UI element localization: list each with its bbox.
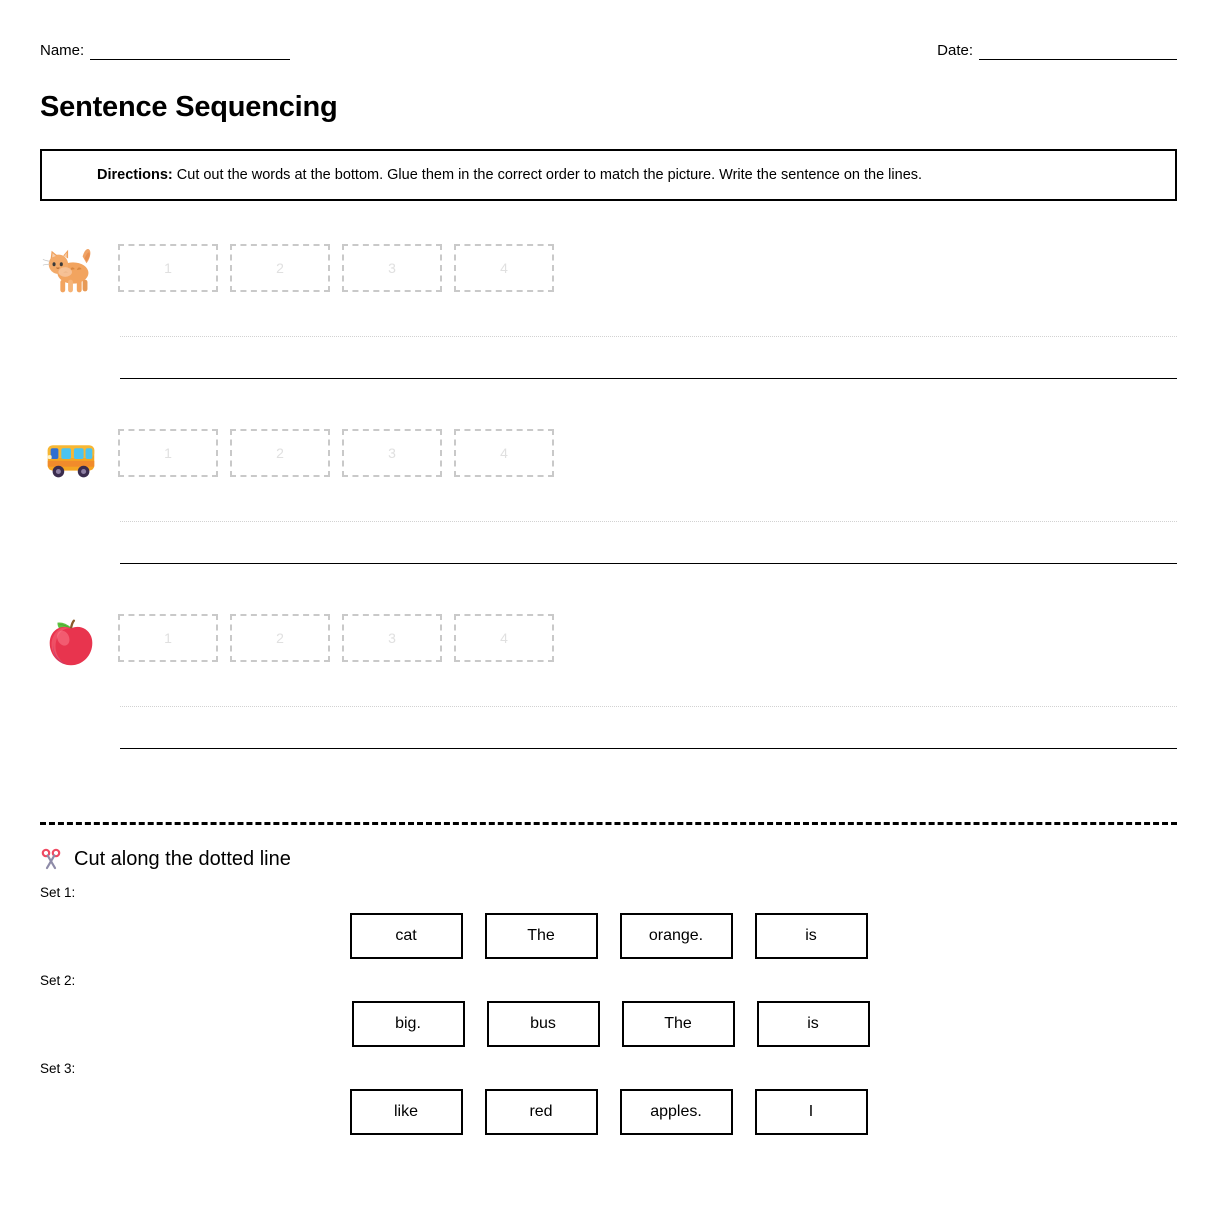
word-card[interactable]: cat <box>350 913 463 959</box>
word-card[interactable]: big. <box>352 1001 465 1047</box>
word-card[interactable]: orange. <box>620 913 733 959</box>
writing-lines[interactable] <box>120 521 1177 583</box>
date-write-rule[interactable] <box>979 46 1177 60</box>
slot-number: 2 <box>276 445 284 461</box>
slot-number: 1 <box>164 445 172 461</box>
glue-slot[interactable] <box>454 429 554 477</box>
name-write-rule[interactable] <box>90 46 290 60</box>
slot-number: 4 <box>500 630 508 646</box>
glue-slot-group <box>118 241 554 292</box>
writing-guide-line <box>120 521 1177 522</box>
exercise-top <box>40 426 1177 488</box>
page-title: Sentence Sequencing <box>40 91 338 123</box>
slot-number: 2 <box>276 630 284 646</box>
word-card[interactable]: I <box>755 1089 868 1135</box>
name-label: Name: <box>40 42 85 59</box>
exercise-row <box>40 426 1177 611</box>
set-label: Set 2: <box>40 973 76 988</box>
slot-number: 2 <box>276 260 284 276</box>
word-card[interactable]: The <box>622 1001 735 1047</box>
word-card[interactable]: apples. <box>620 1089 733 1135</box>
glue-slot[interactable] <box>118 429 218 477</box>
name-field[interactable] <box>40 42 290 60</box>
exercise-list <box>40 241 1177 796</box>
glue-slot[interactable] <box>230 244 330 292</box>
glue-slot[interactable] <box>118 244 218 292</box>
glue-slot[interactable] <box>230 429 330 477</box>
word-card-row <box>40 1089 1177 1135</box>
writing-lines[interactable] <box>120 706 1177 768</box>
apple-emoji-icon <box>40 611 102 673</box>
slot-number: 3 <box>388 260 396 276</box>
set-label: Set 1: <box>40 885 76 900</box>
writing-guide-line <box>120 706 1177 707</box>
word-card[interactable]: red <box>485 1089 598 1135</box>
slot-number: 4 <box>500 445 508 461</box>
word-card[interactable]: like <box>350 1089 463 1135</box>
glue-slot-group <box>118 611 554 662</box>
scissors-icon <box>40 847 64 871</box>
glue-slot[interactable] <box>454 244 554 292</box>
name-date-row <box>40 0 1177 60</box>
slot-number: 1 <box>164 260 172 276</box>
glue-slot[interactable] <box>230 614 330 662</box>
directions-bold-label: Directions: <box>97 166 173 183</box>
slot-number: 3 <box>388 445 396 461</box>
word-card[interactable]: The <box>485 913 598 959</box>
cat-emoji-icon <box>40 241 102 303</box>
slot-number: 4 <box>500 260 508 276</box>
word-card-row <box>42 1001 1179 1047</box>
bus-emoji-icon <box>40 426 102 488</box>
directions-box <box>40 149 1177 201</box>
date-field[interactable] <box>937 42 1177 60</box>
cut-instruction-row <box>40 847 1177 871</box>
directions-text <box>97 166 922 185</box>
word-card-row <box>40 913 1177 959</box>
word-card[interactable]: is <box>757 1001 870 1047</box>
word-card[interactable]: is <box>755 913 868 959</box>
glue-slot[interactable] <box>118 614 218 662</box>
writing-guide-line <box>120 336 1177 337</box>
word-set <box>40 1061 1177 1135</box>
exercise-top <box>40 611 1177 673</box>
writing-lines[interactable] <box>120 336 1177 398</box>
word-set <box>40 885 1177 959</box>
exercise-top <box>40 241 1177 303</box>
exercise-row <box>40 611 1177 796</box>
word-card[interactable]: bus <box>487 1001 600 1047</box>
writing-base-line <box>120 378 1177 379</box>
slot-number: 3 <box>388 630 396 646</box>
set-label: Set 3: <box>40 1061 76 1076</box>
writing-base-line <box>120 748 1177 749</box>
glue-slot[interactable] <box>342 614 442 662</box>
slot-number: 1 <box>164 630 172 646</box>
word-set <box>40 973 1177 1047</box>
glue-slot[interactable] <box>342 244 442 292</box>
glue-slot[interactable] <box>454 614 554 662</box>
glue-slot[interactable] <box>342 429 442 477</box>
date-label: Date: <box>937 42 973 59</box>
cut-dashed-line <box>40 822 1177 825</box>
writing-base-line <box>120 563 1177 564</box>
exercise-row <box>40 241 1177 426</box>
directions-body: Cut out the words at the bottom. Glue them in the correct order to match the picture. Write the sentence on the lines. <box>172 166 923 183</box>
cut-instruction-label: Cut along the dotted line <box>74 848 291 870</box>
glue-slot-group <box>118 426 554 477</box>
